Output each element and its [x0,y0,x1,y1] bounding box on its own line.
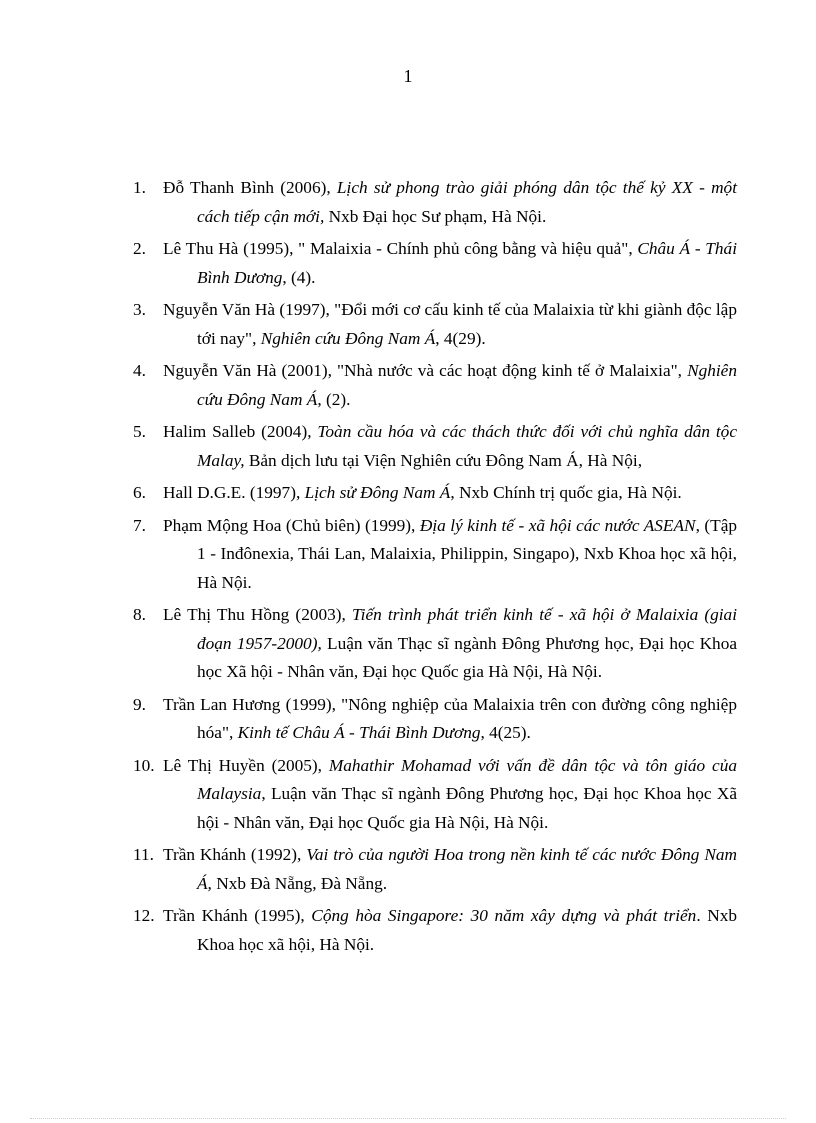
reference-number: 6. [133,483,146,502]
reference-item [133,752,737,838]
reference-publisher: . Nxb Khoa học xã hội, Hà Nội. [197,906,737,954]
reference-publisher: , (Tập 1 - Inđônexia, Thái Lan, Malaixia, Philippin, Singapo), Nxb Khoa học xã hội, Hà Nội. [197,515,737,592]
reference-author: Halim Salleb (2004), [163,422,318,441]
reference-author: Nguyễn Văn Hà (2001), "Nhà nước và các hoạt động kinh tế ở Malaixia", [163,361,688,380]
reference-author: Phạm Mộng Hoa (Chủ biên) (1999), [163,515,420,535]
reference-title: Lịch sử Đông Nam Á [304,483,451,502]
reference-item [133,418,737,475]
reference-publisher: Nxb Đà Nẵng, Đà Nẵng. [211,873,388,893]
reference-title: Mahathir Mohamad với vấn đề dân tộc và tôn giáo của Malaysia [197,755,737,803]
reference-number: 5. [133,422,146,441]
reference-publisher: , 4(29). [435,328,486,348]
reference-number: 11. [133,845,154,864]
reference-item [133,357,737,414]
reference-author: Đỗ Thanh Bình (2006), [163,178,337,197]
reference-item [133,841,737,898]
reference-list [133,174,737,963]
reference-publisher: , Luận văn Thạc sĩ ngành Đông Phương học, Đại học Khoa học Xã hội - Nhân văn, Đại học Quốc gia Hà Nội, Hà Nội. [197,784,737,832]
reference-item [133,512,737,598]
reference-publisher: Nxb Đại học Sư phạm, Hà Nội. [324,206,547,226]
reference-item [133,691,737,748]
reference-number: 1. [133,178,146,197]
reference-publisher: , (4). [282,267,316,287]
reference-author: Lê Thu Hà (1995), " Malaixia - Chính phủ công bằng và hiệu quả", [163,239,638,258]
reference-author: Lê Thị Thu Hồng (2003), [163,605,352,624]
reference-item [133,174,737,231]
reference-author: Nguyễn Văn Hà (1997), "Đổi mới cơ cấu kinh tế của Malaixia từ khi giành độc lập tới nay", [163,300,737,348]
reference-title: Tiến trình phát triển kinh tế - xã hội ở Malaixia (giai đoạn 1957-2000), [197,605,737,653]
reference-title: Vai trò của người Hoa trong nền kinh tế các nước Đông Nam Á, [197,845,737,893]
reference-title: Nghiên cứu Đông Nam Á [197,361,737,409]
reference-number: 10. [133,755,155,775]
reference-number: 2. [133,239,146,258]
reference-title: Kinh tế Châu Á - Thái Bình Dương [237,723,481,742]
reference-title: Lịch sử phong trào giải phóng dân tộc thế kỷ XX - một cách tiếp cận mới, [197,178,737,226]
reference-item [133,235,737,292]
reference-publisher: Luận văn Thạc sĩ ngành Đông Phương học, Đại học Khoa học Xã hội - Nhân văn, Đại học Quốc gia Hà Nội, Hà Nội. [197,633,738,681]
reference-author: Hall D.G.E. (1997), [163,483,305,502]
reference-number: 4. [133,361,146,380]
reference-number: 12. [133,906,155,925]
reference-item [133,296,737,353]
reference-item [133,479,737,508]
reference-publisher: Bản dịch lưu tại Viện Nghiên cứu Đông Nam Á, Hà Nội, [244,450,643,470]
reference-author: Trần Lan Hương (1999), "Nông nghiệp của Malaixia trên con đường công nghiệp hóa", [163,694,737,742]
reference-item [133,601,737,687]
reference-number: 7. [133,515,146,535]
reference-title: Cộng hòa Singapore: 30 năm xây dựng và phát triển [311,906,697,925]
reference-title: Nghiên cứu Đông Nam Á [260,328,436,348]
reference-item [133,902,737,959]
reference-title: Châu Á - Thái Bình Dương [197,239,737,287]
reference-number: 9. [133,694,146,714]
page-number: 1 [403,66,413,86]
reference-number: 3. [133,300,146,319]
reference-title: Toàn cầu hóa và các thách thức đối với chủ nghĩa dân tộc Malay, [197,422,737,470]
reference-publisher: , Nxb Chính trị quốc gia, Hà Nội. [450,483,682,502]
page-bottom-divider [30,1118,786,1119]
reference-author: Lê Thị Huyền (2005), [163,755,329,775]
reference-publisher: , (2). [317,389,351,409]
reference-title: Địa lý kinh tế - xã hội các nước ASEAN [419,515,696,535]
reference-number: 8. [133,605,146,624]
reference-author: Trần Khánh (1995), [163,906,312,925]
reference-author: Trần Khánh (1992), [163,845,307,864]
reference-publisher: , 4(25). [480,723,531,742]
